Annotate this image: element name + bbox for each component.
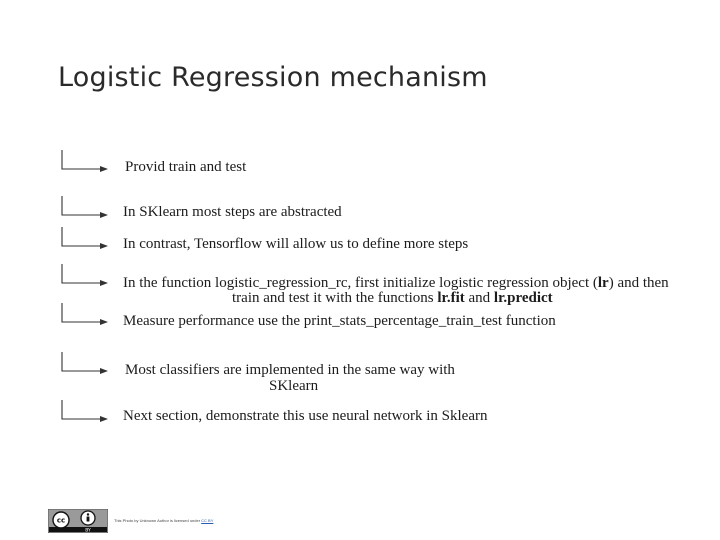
step-4-text-a: In the function logistic_regression_rc, first initialize logistic regression object ( bbox=[123, 275, 598, 291]
step-2: In SKlearn most steps are abstracted bbox=[123, 204, 342, 220]
step-5: Measure performance use the print_stats_percentage_train_test function bbox=[123, 313, 556, 329]
step-4-object-lr: lr bbox=[597, 275, 609, 291]
step-4-fit: lr.fit bbox=[437, 290, 465, 306]
step-7: Next section, demonstrate this use neural network in Sklearn bbox=[123, 408, 488, 424]
step-4-predict: lr.predict bbox=[493, 290, 553, 306]
step-6-line-2: SKlearn bbox=[269, 378, 319, 394]
step-1: Provid train and test bbox=[125, 159, 247, 175]
flow-arrow-7 bbox=[60, 400, 108, 424]
step-4-line-2 bbox=[232, 291, 553, 306]
footer-attribution-text: This Photo by Unknown Author is licensed under bbox=[114, 518, 202, 523]
cc-label: cc bbox=[56, 516, 66, 525]
flow-arrow-4 bbox=[60, 264, 108, 288]
slide-title: Logistic Regression mechanism bbox=[58, 62, 488, 93]
step-4-line-1 bbox=[123, 276, 669, 291]
flow-arrow-6 bbox=[60, 352, 108, 376]
step-6-line-1: Most classifiers are implemented in the same way with bbox=[125, 362, 455, 378]
footer-attribution bbox=[114, 518, 213, 523]
flow-arrow-3 bbox=[60, 227, 108, 251]
step-4-text-c: train and test it with the functions bbox=[232, 290, 438, 306]
step-4-text-b: ) and then bbox=[608, 275, 669, 291]
step-3: In contrast, Tensorflow will allow us to define more steps bbox=[123, 236, 469, 252]
flow-arrow-2 bbox=[60, 196, 108, 220]
license-link[interactable]: CC BY bbox=[201, 518, 214, 523]
step-4-text-d: and bbox=[464, 290, 494, 306]
flow-arrow-5 bbox=[60, 303, 108, 327]
cc-by-license-badge bbox=[48, 509, 108, 533]
by-label: BY bbox=[85, 528, 91, 533]
flow-arrow-1 bbox=[60, 150, 108, 174]
